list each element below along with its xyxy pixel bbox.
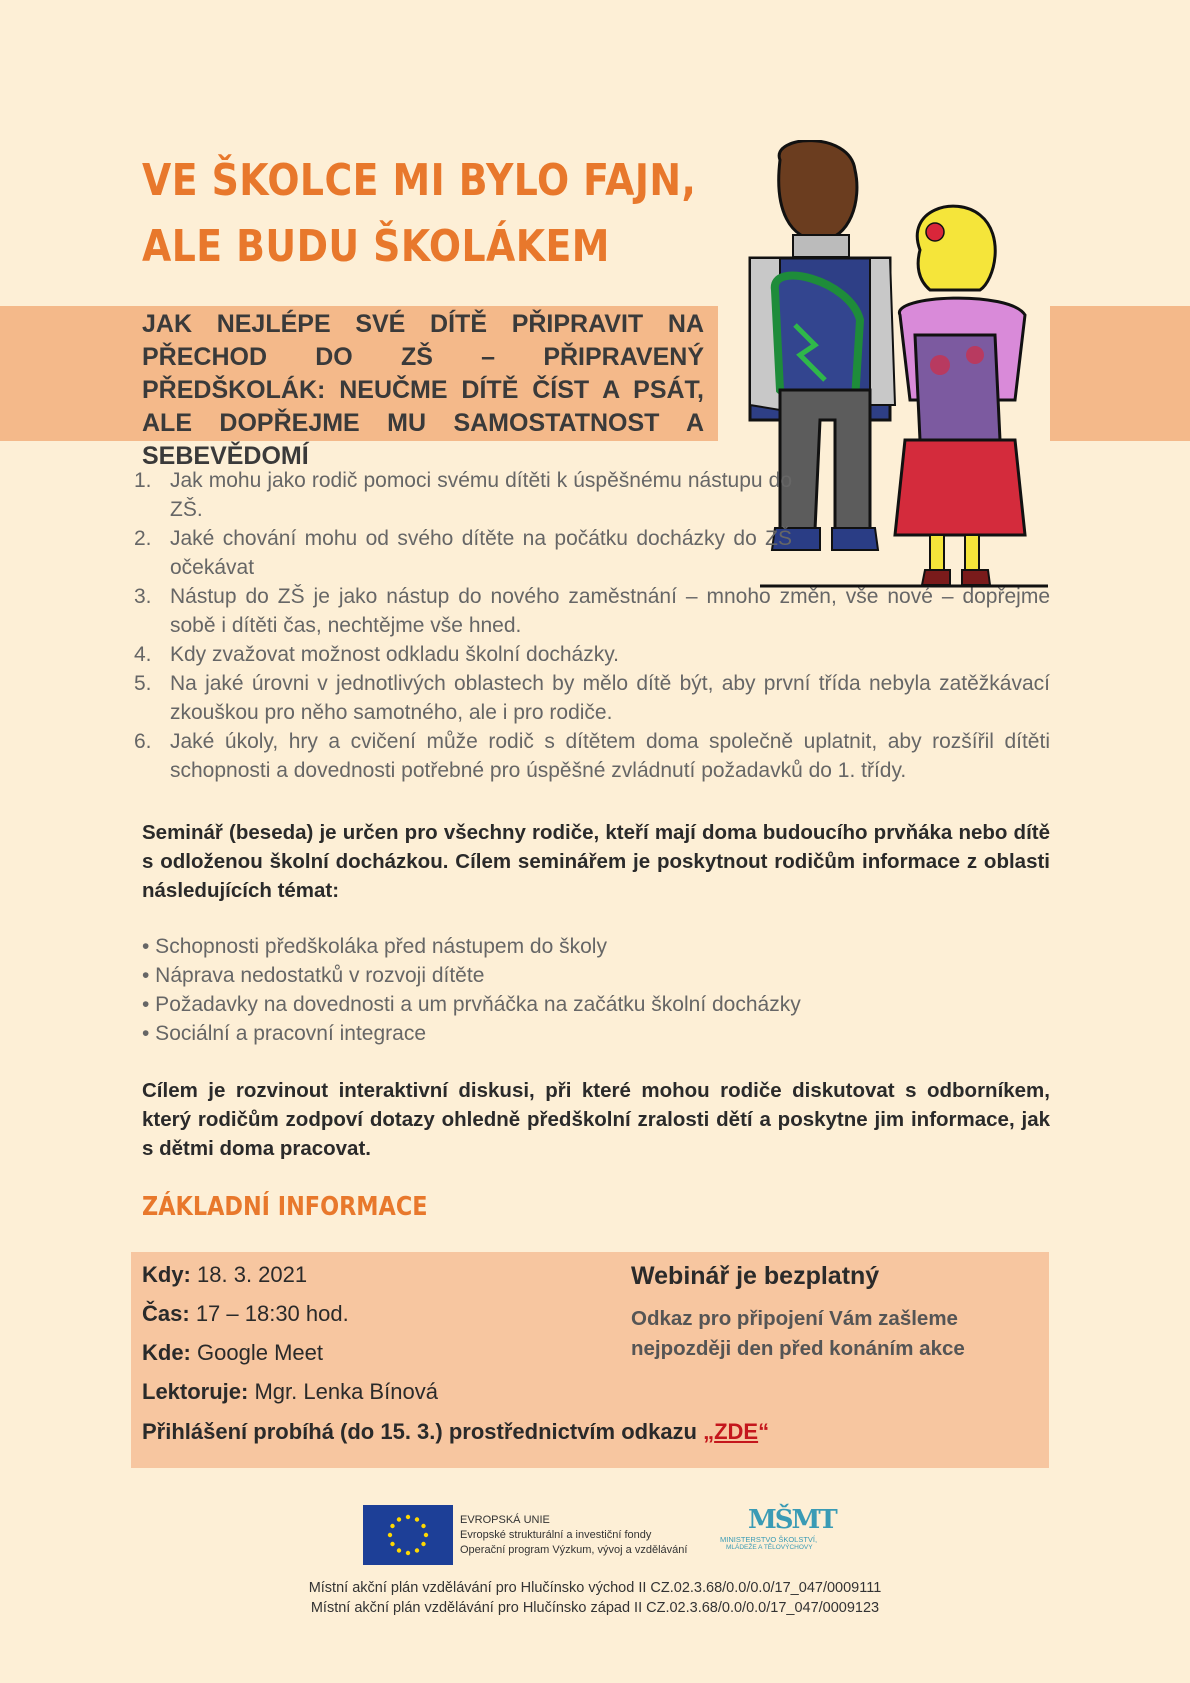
footer-line-1: Místní akční plán vzdělávání pro Hlučínsko východ II CZ.02.3.68/0.0/0.0/17_047/0009111 xyxy=(308,1580,882,1596)
msmt-logo: MŠMT MINISTERSTVO ŠKOLSTVÍ, MLÁDEŽE A TĚLOVÝCHOVY xyxy=(712,1505,842,1565)
info-time: Čas: 17 – 18:30 hod. xyxy=(142,1301,349,1326)
list-item: 3. Nástup do ZŠ je jako nástup do nového zaměstnání – mnoho změn, vše nové – dopřejme sobě i dítěti čas, nechtějme vše hned. xyxy=(134,585,1050,637)
intro-paragraph: Seminář (beseda) je určen pro všechny rodiče, kteří mají doma budoucího prvňáka nebo dítě s odloženou školní docházkou. Cílem seminářem je poskytnout rodičům informace z oblasti následujících témat: xyxy=(142,821,1050,902)
eu-logo-text: EVROPSKÁ UNIE Evropské strukturální a investiční fondy Operační program Výzkum, vývoj a vzdělávání xyxy=(460,1514,688,1556)
list-item: • Schopnosti předškoláka před nástupem do školy xyxy=(142,935,607,958)
free-webinar-text: Odkaz pro připojení Vám zašleme nejpozději den před konáním akce xyxy=(631,1307,965,1360)
quote-open: „ xyxy=(703,1419,715,1444)
list-item: • Požadavky na dovednosti a um prvňáčka na začátku školní docházky xyxy=(142,993,801,1016)
title-line-1: VE ŠKOLCE MI BYLO FAJN, xyxy=(142,155,697,206)
info-signup: Přihlášení probíhá (do 15. 3.) prostřednictvím odkazu „ZDE“ xyxy=(142,1419,770,1444)
list-item: 1. Jak mohu jako rodič pomoci svému dítěti k úspěšnému nástupu do ZŠ. xyxy=(134,469,792,521)
signup-link[interactable]: ZDE xyxy=(714,1419,759,1444)
quote-close: “ xyxy=(758,1419,770,1444)
title-line-2: ALE BUDU ŠKOLÁKEM xyxy=(142,221,610,272)
goal-paragraph: Cílem je rozvinout interaktivní diskusi, při které mohou rodiče diskutovat s odborníkem, který rodičům zodpoví dotazy ohledně předškolní zralosti dětí a poskytne jim informace, jak s dětmi doma pracovat. xyxy=(142,1079,1050,1160)
info-when: Kdy: 18. 3. 2021 xyxy=(142,1262,308,1287)
list-item: • Náprava nedostatků v rozvoji dítěte xyxy=(142,964,485,987)
questions-list xyxy=(128,466,1050,785)
list-item: 5. Na jaké úrovni v jednotlivých oblastech by mělo dítě být, aby první třída nebyla zatěžkávací zkouškou pro něho samotného, ale i pro rodiče. xyxy=(134,672,1050,724)
list-item: 6. Jaké úkoly, hry a cvičení může rodič s dítětem doma společně uplatnit, aby rozšířil dítěti schopnosti a dovednosti potřebné pro úspěšné zvládnutí požadavků do 1. třídy. xyxy=(134,730,1050,782)
footer-line-2: Místní akční plán vzdělávání pro Hlučínsko západ II CZ.02.3.68/0.0/0.0/17_047/0009123 xyxy=(310,1600,880,1616)
msmt-mark: MŠMT xyxy=(748,1505,836,1535)
page-title xyxy=(142,148,696,280)
list-item: 2. Jaké chování mohu od svého dítěte na počátku docházky do ZŠ očekávat xyxy=(134,527,792,579)
subtitle-band-right xyxy=(1050,306,1190,441)
subtitle: JAK NEJLÉPE SVÉ DÍTĚ PŘIPRAVIT NA PŘECHOD DO ZŠ – PŘIPRAVENÝ PŘEDŠKOLÁK: NEUČME DÍTĚ ČÍST A PSÁT, ALE DOPŘEJME MU SAMOSTATNOST A SEBEVĚDOMÍ xyxy=(142,310,704,470)
list-item: 4. Kdy zvažovat možnost odkladu školní docházky. xyxy=(134,643,620,666)
info-lecturer: Lektoruje: Mgr. Lenka Bínová xyxy=(142,1379,438,1404)
list-item: • Sociální a pracovní integrace xyxy=(142,1022,427,1045)
eu-flag-icon xyxy=(363,1505,453,1565)
free-webinar-title: Webinář je bezplatný xyxy=(631,1262,880,1290)
section-title: ZÁKLADNÍ INFORMACE xyxy=(142,1192,428,1222)
topics-list xyxy=(142,932,801,1048)
info-where: Kde: Google Meet xyxy=(142,1340,323,1365)
